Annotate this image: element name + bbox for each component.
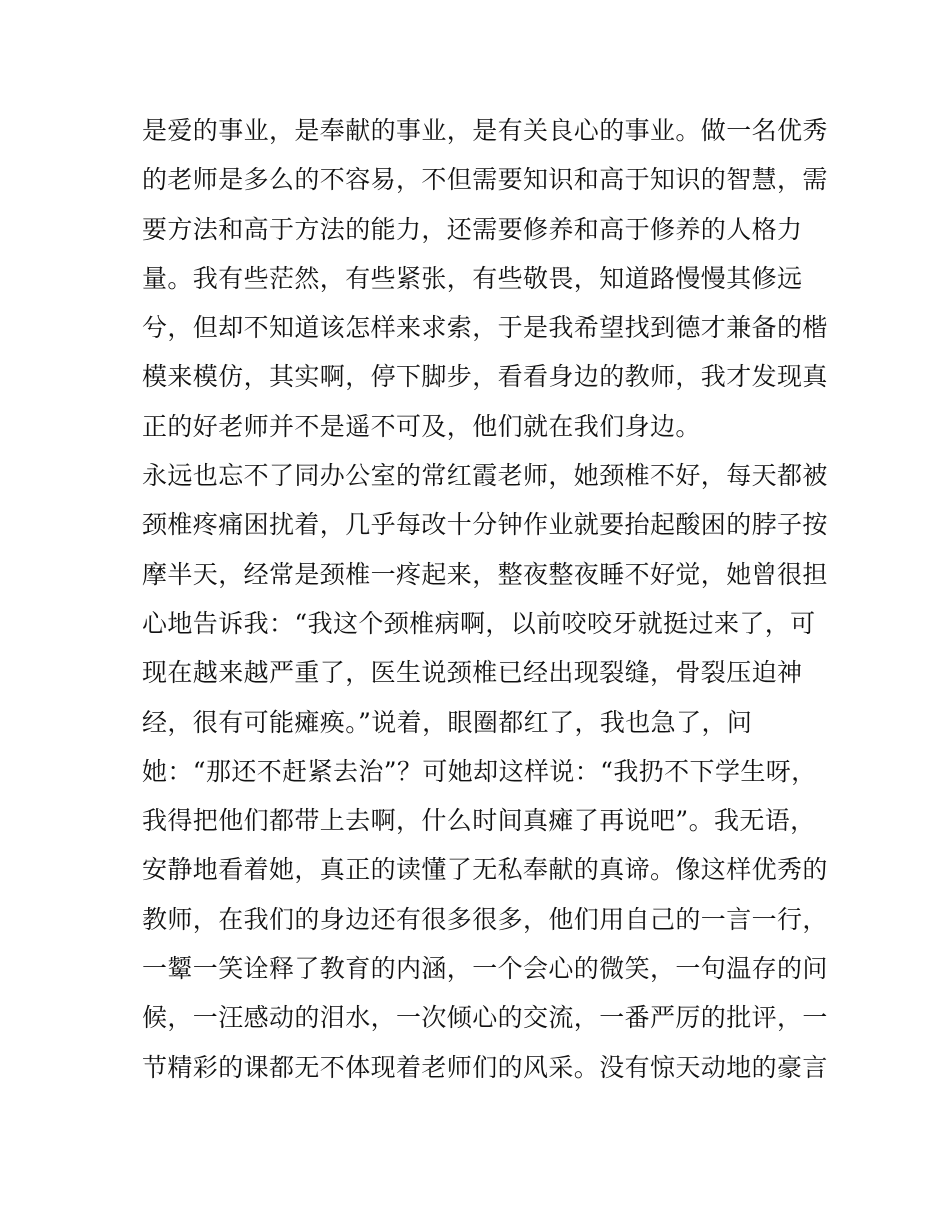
text-line: 她：“那还不赶紧去治”？可她却这样说：“我扔不下学生呀， bbox=[142, 756, 817, 786]
text-line: 现在越来越严重了，医生说颈椎已经出现裂缝，骨裂压迫神 bbox=[142, 658, 803, 688]
text-line: 节精彩的课都无不体现着老师们的风采。没有惊天动地的豪言 bbox=[142, 1052, 828, 1082]
text-line: 摩半天，经常是颈椎一疼起来，整夜整夜睡不好觉，她曾很担 bbox=[142, 559, 828, 589]
text-line: 永远也忘不了同办公室的常红霞老师，她颈椎不好，每天都被 bbox=[142, 461, 828, 491]
body-text bbox=[142, 106, 828, 1092]
text-line: 心地告诉我：“我这个颈椎病啊，以前咬咬牙就挺过来了，可 bbox=[142, 608, 816, 638]
text-line: 模来模仿，其实啊，停下脚步，看看身边的教师，我才发现真 bbox=[142, 362, 828, 392]
text-line: 是爱的事业，是奉献的事业，是有关良心的事业。做一名优秀 bbox=[142, 116, 828, 145]
text-line: 候，一汪感动的泪水，一次倾心的交流，一番严厉的批评，一 bbox=[142, 1003, 828, 1033]
text-line: 经，很有可能瘫痪。”说着，眼圈都红了，我也急了，问 bbox=[142, 707, 753, 737]
text-line: 要方法和高于方法的能力，还需要修养和高于修养的人格力 bbox=[142, 214, 803, 244]
text-line: 量。我有些茫然，有些紧张，有些敬畏，知道路慢慢其修远 bbox=[142, 263, 803, 293]
text-line: 安静地看着她，真正的读懂了无私奉献的真谛。像这样优秀的 bbox=[142, 855, 828, 885]
text-line: 的老师是多么的不容易，不但需要知识和高于知识的智慧，需 bbox=[142, 165, 828, 195]
text-line: 正的好老师并不是遥不可及，他们就在我们身边。 bbox=[142, 411, 701, 441]
text-line: 我得把他们都带上去啊，什么时间真瘫了再说吧”。我无语， bbox=[142, 806, 816, 836]
text-line: 兮，但却不知道该怎样来求索，于是我希望找到德才兼备的楷 bbox=[142, 313, 828, 343]
text-line: 一颦一笑诠释了教育的内涵，一个会心的微笑，一句温存的问 bbox=[142, 954, 828, 984]
text-line: 教师，在我们的身边还有很多很多，他们用自己的一言一行， bbox=[142, 904, 828, 934]
text-line: 颈椎疼痛困扰着，几乎每改十分钟作业就要抬起酸困的脖子按 bbox=[142, 510, 828, 540]
